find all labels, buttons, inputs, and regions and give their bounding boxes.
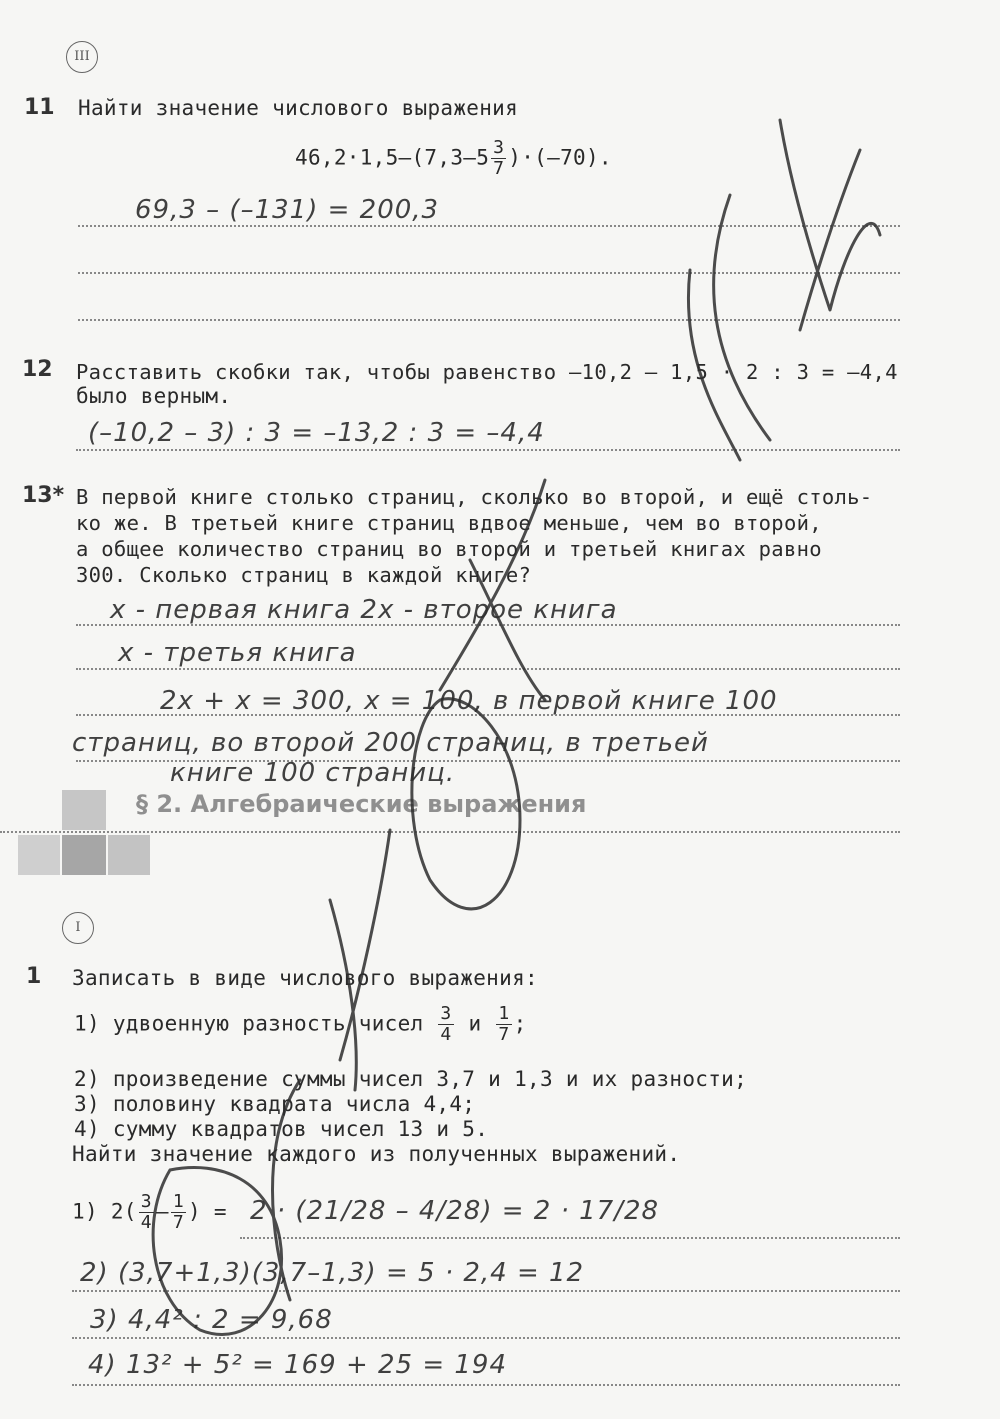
- task-1-item-2: 2) произведение суммы чисел 3,7 и 1,3 и их разности;: [74, 1067, 748, 1091]
- task-11-number: 11: [24, 95, 55, 120]
- task-1-intro: Записать в виде числового выражения:: [72, 966, 538, 990]
- answer-line: [240, 1237, 900, 1239]
- task-1-answer-1-printed: [72, 1192, 227, 1233]
- task-12-text-line1: Расставить скобки так, чтобы равенство –10,2 – 1,5 · 2 : 3 = –4,4: [76, 360, 898, 384]
- item-text: 1) удвоенную разность чисел: [74, 1011, 424, 1036]
- section-divider: [0, 831, 900, 833]
- task-12-text-line2: было верным.: [76, 384, 232, 408]
- denominator: 7: [493, 158, 505, 179]
- answer-text: 1) 2(: [72, 1199, 137, 1224]
- answer-line: [72, 1384, 900, 1386]
- denominator: 4: [440, 1024, 452, 1045]
- section-title: § 2. Алгебраические выражения: [136, 790, 587, 818]
- numerator: 1: [172, 1191, 184, 1212]
- task-13-line: В первой книге столько страниц, сколько во второй, и ещё столь-: [76, 485, 873, 509]
- item-text: ;: [513, 1011, 527, 1036]
- task-1-item-1: [74, 1004, 527, 1045]
- expression-part-b: )·(–70).: [508, 145, 612, 170]
- answer-line: [76, 624, 900, 626]
- expression-part-a: 46,2·1,5–(7,3–5: [295, 145, 490, 170]
- numerator: 3: [493, 137, 505, 158]
- task-13-answer-line: 2x + x = 300, x = 100, в первой книге 100: [160, 686, 778, 716]
- fraction: [491, 138, 506, 179]
- task-1-item-3: 3) половину квадрата числа 4,4;: [74, 1092, 476, 1116]
- task-1-answer-2: 2) (3,7+1,3)(3,7–1,3) = 5 · 2,4 = 12: [80, 1258, 585, 1288]
- task-13-answer-line: x - первая книга 2x - второе книга: [110, 595, 618, 625]
- fraction: [438, 1004, 453, 1045]
- task-1-answer-3: 3) 4,4² : 2 = 9,68: [90, 1305, 333, 1335]
- denominator: 7: [498, 1024, 510, 1045]
- answer-text: ) =: [187, 1199, 227, 1224]
- denominator: 7: [172, 1212, 184, 1233]
- answer-text: –: [155, 1199, 169, 1224]
- task-13-answer-line: x - третья книга: [118, 638, 357, 668]
- task-12-answer: (–10,2 – 3) : 3 = –13,2 : 3 = –4,4: [88, 418, 545, 448]
- task-1-number: 1: [26, 964, 42, 989]
- fraction: [496, 1004, 511, 1045]
- task-11-expression: [295, 138, 612, 179]
- task-1-item-4: 4) сумму квадратов чисел 13 и 5.: [74, 1117, 489, 1141]
- answer-line: [72, 1290, 900, 1292]
- answer-line: [78, 272, 900, 274]
- task-1-answer-4: 4) 13² + 5² = 169 + 25 = 194: [88, 1350, 508, 1380]
- answer-line: [72, 1337, 900, 1339]
- answer-line: [76, 668, 900, 670]
- difficulty-level-badge: III: [66, 41, 98, 73]
- answer-line: [76, 714, 900, 716]
- task-13-line: а общее количество страниц во второй и третьей книгах равно: [76, 537, 822, 561]
- task-13-answer-line: страниц, во второй 200 страниц, в третьей: [72, 728, 709, 758]
- numerator: 1: [498, 1003, 510, 1024]
- answer-line: [78, 225, 900, 227]
- task-13-number: 13*: [22, 483, 65, 508]
- item-text: и: [468, 1011, 482, 1036]
- denominator: 4: [140, 1212, 152, 1233]
- section-decor-square: [62, 790, 106, 830]
- task-13-answer-line: книге 100 страниц.: [170, 758, 456, 788]
- answer-line: [76, 449, 900, 451]
- task-1-answer-1-handwritten: 2 · (21/28 – 4/28) = 2 · 17/28: [250, 1196, 660, 1226]
- numerator: 3: [440, 1003, 452, 1024]
- answer-line: [78, 319, 900, 321]
- task-11-answer: 69,3 – (–131) = 200,3: [135, 195, 440, 225]
- task-11-text: Найти значение числового выражения: [78, 96, 519, 120]
- task-1-outro: Найти значение каждого из полученных выражений.: [72, 1142, 681, 1166]
- task-13-line: 300. Сколько страниц в каждой книге?: [76, 563, 532, 587]
- numerator: 3: [140, 1191, 152, 1212]
- section-decor-square: [18, 835, 60, 875]
- fraction: [171, 1192, 186, 1233]
- section-decor-square: [62, 835, 106, 875]
- fraction: [139, 1192, 154, 1233]
- task-13-line: ко же. В третьей книге страниц вдвое меньше, чем во второй,: [76, 511, 822, 535]
- difficulty-level-badge: I: [62, 912, 94, 944]
- task-12-number: 12: [22, 357, 53, 382]
- section-decor-square: [108, 835, 150, 875]
